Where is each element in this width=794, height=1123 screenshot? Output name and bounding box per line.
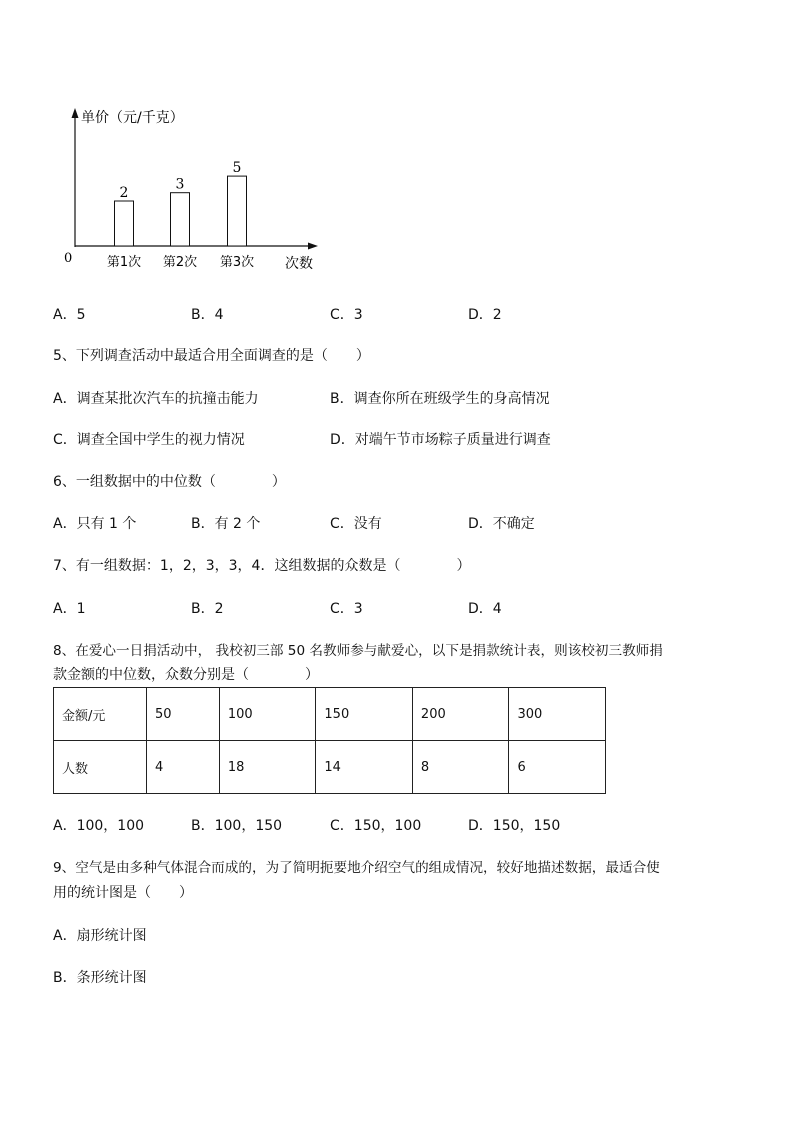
table-cell: 200 bbox=[412, 688, 509, 741]
q6-stem: 6、一组数据中的中位数（ ） bbox=[53, 474, 286, 490]
q4-option-a[interactable]: A．5 bbox=[53, 307, 86, 323]
q7-option-a[interactable]: A．1 bbox=[53, 601, 86, 617]
q7-option-c[interactable]: C．3 bbox=[330, 601, 363, 617]
bar-value-label: 5 bbox=[232, 160, 242, 177]
y-axis-label: 单价（元/千克） bbox=[81, 110, 184, 126]
table-cell: 金额/元 bbox=[54, 688, 147, 741]
table-cell: 8 bbox=[412, 741, 509, 794]
q8-option-b[interactable]: B．100，150 bbox=[191, 818, 283, 834]
x-axis-arrow-icon bbox=[308, 243, 318, 250]
q6-option-c[interactable]: C．没有 bbox=[330, 516, 382, 532]
q5-stem: 5、下列调查活动中最适合用全面调查的是（ ） bbox=[53, 348, 370, 364]
table-cell: 300 bbox=[509, 688, 606, 741]
q5-option-b[interactable]: B．调查你所在班级学生的身高情况 bbox=[330, 391, 550, 407]
donation-table bbox=[53, 687, 606, 794]
origin-label: 0 bbox=[64, 251, 73, 266]
q7-option-b[interactable]: B．2 bbox=[191, 601, 224, 617]
table-cell: 50 bbox=[147, 688, 220, 741]
q5-option-a[interactable]: A．调查某批次汽车的抗撞击能力 bbox=[53, 391, 259, 407]
q8-option-d[interactable]: D．150，150 bbox=[468, 818, 561, 834]
q8-option-c[interactable]: C．150，100 bbox=[330, 818, 422, 834]
table-cell: 150 bbox=[316, 688, 413, 741]
bar-3 bbox=[228, 176, 247, 246]
bar-2 bbox=[171, 193, 190, 246]
q6-option-a[interactable]: A．只有 1 个 bbox=[53, 516, 137, 532]
q4-option-d[interactable]: D．2 bbox=[468, 307, 502, 323]
table-row bbox=[54, 688, 606, 741]
q7-option-d[interactable]: D．4 bbox=[468, 601, 502, 617]
q8-stem-line-2: 款金额的中位数，众数分别是（ ） bbox=[53, 667, 319, 683]
q6-option-b[interactable]: B．有 2 个 bbox=[191, 516, 261, 532]
table-cell: 14 bbox=[316, 741, 413, 794]
q6-option-d[interactable]: D．不确定 bbox=[468, 516, 535, 532]
q9-stem-line-1: 9、空气是由多种气体混合而成的，为了简明扼要地介绍空气的组成情况，较好地描述数据，最适合使 bbox=[53, 860, 660, 876]
q5-option-c[interactable]: C．调查全国中学生的视力情况 bbox=[53, 432, 245, 448]
table-cell: 4 bbox=[147, 741, 220, 794]
table-cell: 人数 bbox=[54, 741, 147, 794]
q9-option-a[interactable]: A．扇形统计图 bbox=[53, 928, 147, 944]
table-row bbox=[54, 741, 606, 794]
q7-stem: 7、有一组数据：1，2，3，3，4．这组数据的众数是（ ） bbox=[53, 558, 471, 574]
q9-stem-line-2: 用的统计图是（ ） bbox=[53, 885, 193, 901]
y-axis-arrow-icon bbox=[72, 108, 79, 118]
q4-option-c[interactable]: C．3 bbox=[330, 307, 363, 323]
q5-option-d[interactable]: D．对端午节市场粽子质量进行调查 bbox=[330, 432, 551, 448]
bar-value-label: 2 bbox=[119, 185, 129, 201]
q9-option-b[interactable]: B．条形统计图 bbox=[53, 970, 147, 986]
x-tick-label: 第2次 bbox=[162, 255, 198, 270]
q4-option-b[interactable]: B．4 bbox=[191, 307, 224, 323]
q8-option-a[interactable]: A．100，100 bbox=[53, 818, 145, 834]
x-tick-label: 第3次 bbox=[219, 255, 255, 270]
bar-value-label: 3 bbox=[175, 176, 185, 193]
q8-stem-line-1: 8、在爱心一日捐活动中， 我校初三部 50 名教师参与献爱心，以下是捐款统计表，则该校初三教师捐 bbox=[53, 643, 663, 659]
table-cell: 18 bbox=[219, 741, 316, 794]
x-axis-label: 次数 bbox=[285, 256, 313, 272]
table-cell: 6 bbox=[509, 741, 606, 794]
bar-1 bbox=[115, 201, 134, 246]
x-tick-label: 第1次 bbox=[106, 255, 142, 270]
price-bar-chart bbox=[0, 0, 794, 290]
table-cell: 100 bbox=[219, 688, 316, 741]
